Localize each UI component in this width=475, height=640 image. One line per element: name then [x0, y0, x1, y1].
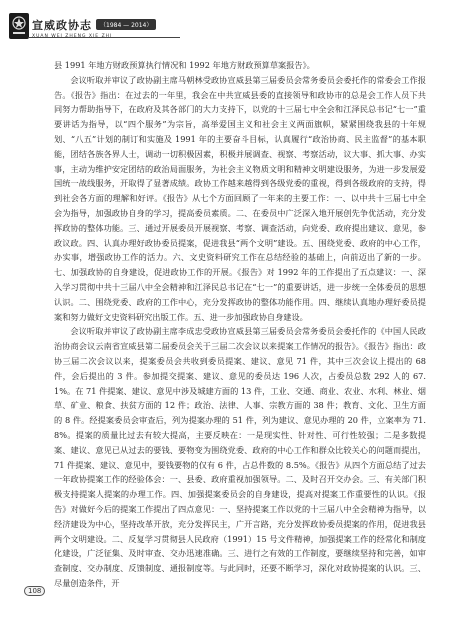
- header-divider: [28, 37, 180, 38]
- book-title: 宣威政协志: [32, 19, 92, 32]
- paragraph: 县 1991 年地方财政预算执行情况和 1992 年地方财政预算草案报告》。: [54, 60, 315, 70]
- paragraph: 会议听取并审议了政协副主席马朝林受政协宣威县第三届委员会常务委员会委托作的常委会工作报告。《报告》指出：在过去的一年里，我会在中共宣威县委的直接领导和政协市的总是会工作人员下共同努力帮助指导下，在政府及其各部门的大力支持下，以党的十三届七中全会和江泽民总书记“七一”重要讲话为指导，以“四个服务”为宗旨，高举爱国主义和社会主义两面旗帜，紧紧围绕我县的十年规划、“八五”计划的制订和实施及 1991 年的主要奋斗目标，认真履行“政治协商、民主监督”的基本职能，团结各族各界人士，调动一切积极因素，积极并展调查、视察、考察活动，议大事、抓大事、办实事，主动为维护安定团结的政治局面服务，为社会主义物质文明和精神文明建设服务，为进一步发展爱国统一战线服务，开取得了显著成绩。政协工作越来越得到各级党委的重视，得到各级政府的支持，得到社会各方面的理解和好评。《报告》从七个方面回顾了一年来的主要工作：一、以中共十三届七中全会为指导，加强政协自身的学习，提高委员素质。二、在委员中广泛深入地开展创先争优活动，充分发挥政协的整体功能。三、通过开展委员开展视察、考察、调查活动，向党委、政府提出建议、意见，参政议政。四、认真办理好政协委员提案，促进我县“两个文明”建设。五、围绕党委、政府的中心工作，办实事，增强政协工作的活力。六、文史资料研究工作在总结经验的基础上，向前迈出了新的一步。七、加强政协的自身建设，促进政协工作的开展。《报告》对 1992 年的工作提出了五点建议：一、深入学习贯彻中共十三届八中全会精神和江泽民总书记在“七一”的重要讲话，进一步统一全体委员的思想认识。二、围绕党委、政府的工作中心，充分发挥政协的整体功能作用。四、继续认真地办理好委员提案和努力做好文史资料研究出版工作。五、进一步加强政协自身建设。: [54, 74, 426, 322]
- cppcc-emblem-icon: [8, 12, 30, 40]
- page-header: [0, 0, 475, 56]
- page-number: 108: [24, 586, 45, 596]
- header-title-block: [32, 14, 156, 39]
- paragraph: 会议听取并审议了政协副主席李成忠受政协宣威县第三届委员会常务委员会委托作的《中国人民政治协商会议云南省宣威县第二届委员会关于三届二次会议以来提案工作情况的报告》。《报告》指出：政协三届二次会议以来，提案委员会共收到委员提案、建议、意见 71 件，其中三次会议上提出的 68 件，会后提出的 3 件。参加提交提案、建议、意见的委员达 196 人次，占委员总数 292 人的 67.1%。在 71 件提案、建议、意见中涉及城建方面的 13 件，工业、交通、商业、农业、水利、林业、烟草、矿业、粮食、扶贫方面的 12 件；政治、法律、人事、宗教方面的 38 件；教育、文化、卫生方面的 8 件。经提案委员会审查后，列为提案办理的 51 件，列为建议、意见办理的 20 件，立案率为 71.8%。提案的质量比过去有较大提高，主要反映在：一是现实性、针对性、可行性较强；二是多数提案、建议、意见已从过去的要钱、要物变为围绕党委、政府的中心工作和群众比较关心的问题而提出，71 件提案、建议、意见中，要钱要物的仅有 6 件，占总件数的 8.5%。《报告》从四个方面总结了过去一年政协提案工作的经验体会：一、县委、政府重视加强领导。二、及时召开交办会。三、有关部门积极支持提案人提案的办理工作。四、加强提案委员会的自身建设，提高对提案工作重要性的认识。《报告》对做好今后的提案工作提出了四点意见：一、坚持提案工作以党的十三届八中全会精神为指导，以经济建设为中心，坚持改革开放，充分发挥民主，广开言路，充分发挥政协委员提案的作用，促进我县两个文明建设。二、反复学习贯彻县人民政府（1991）15 号文件精神，加强提案工作的经常化和制度化建设，广泛征集、及时审查、交办迅速准确。三、进行之有效的工作制度，要继续坚持和完善，如审查制度、交办制度、反馈制度、通报制度等。与此同时，还要不断学习，深化对政协提案的认识。三、尽量创造条件，开: [54, 326, 426, 588]
- body-text: [54, 58, 426, 591]
- year-range-badge: （1984 — 2014）: [96, 19, 156, 30]
